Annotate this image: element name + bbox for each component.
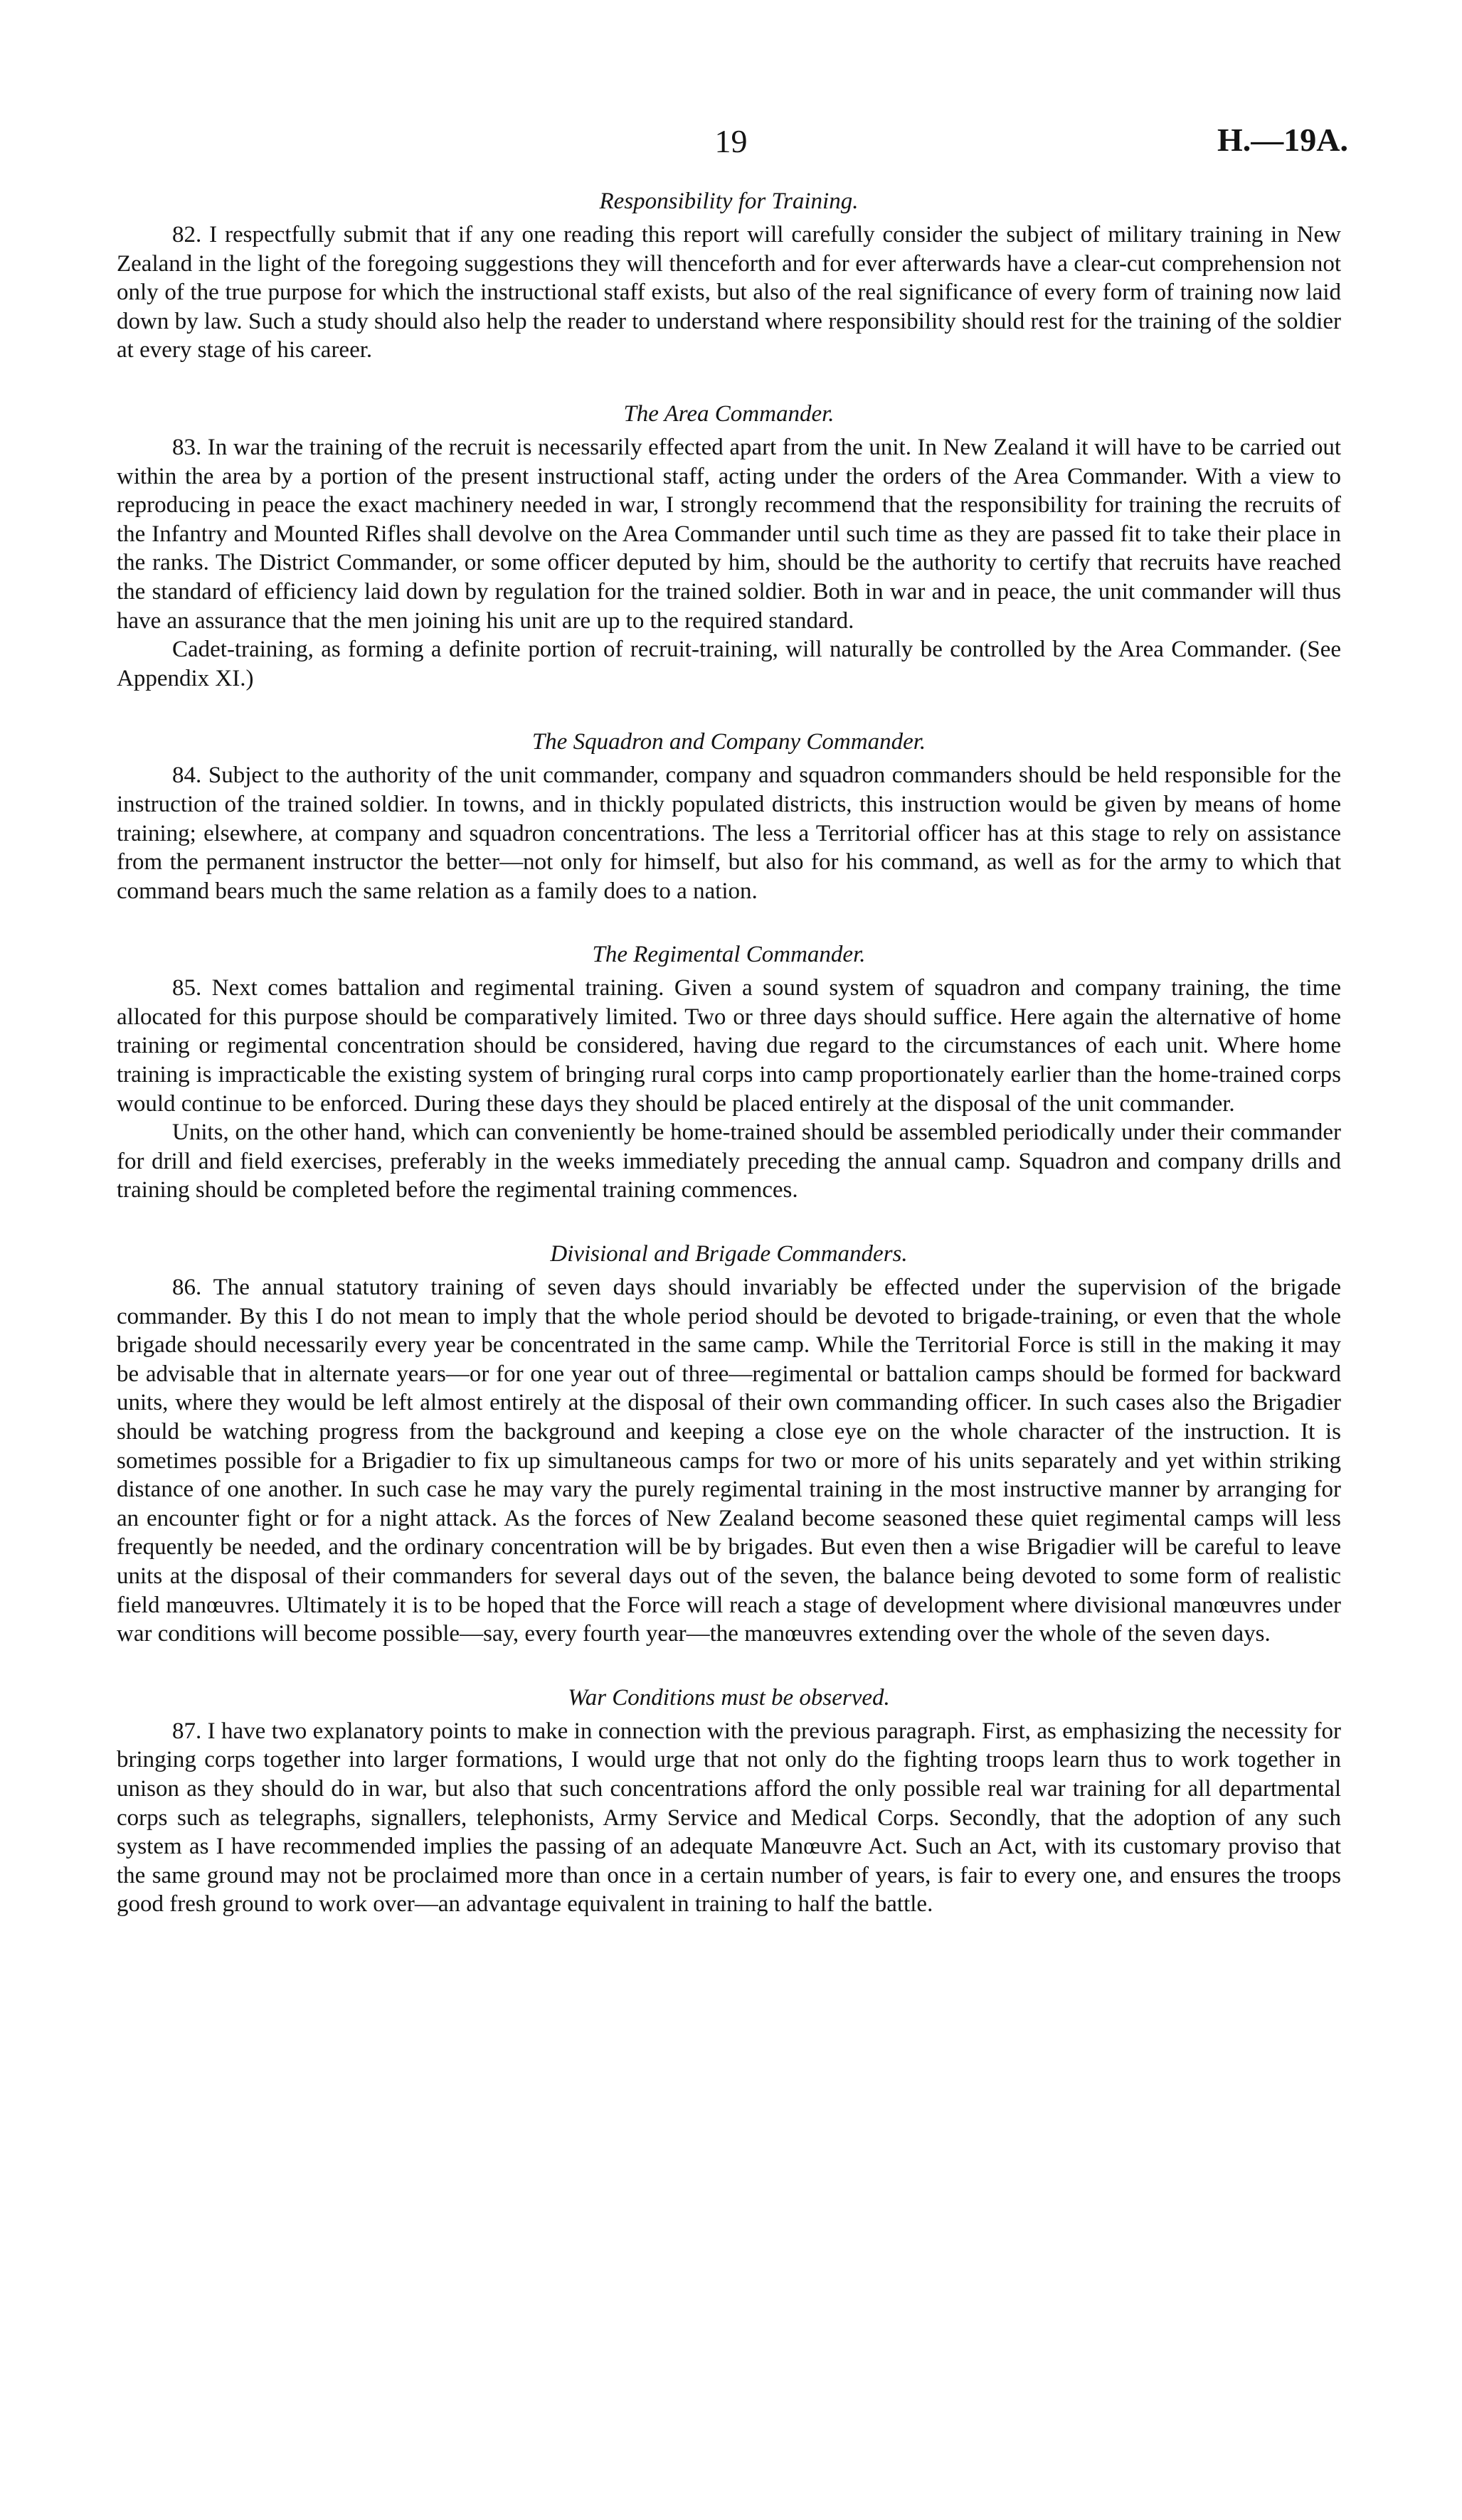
section-area-commander — [117, 399, 1341, 693]
paragraph-83: 83. In war the training of the recruit is necessarily effected apart from the unit. In New Zealand it will have to be carried out within the area by a portion of the present instructional staff, acting under the orders of the Area Commander. With a view to reproducing in peace the exact machinery needed in war, I strongly recommend that the responsibility for training the recruits of the Infantry and Mounted Rifles shall devolve on the Area Commander until such time as they are passed fit to take their place in the ranks. The District Commander, or some officer deputed by him, should be the authority to certify that recruits have reached the standard of efficiency laid down by regulation for the trained soldier. Both in war and in peace, the unit commander will thus have an assurance that the men joining his unit are up to the required standard. — [117, 434, 1341, 634]
section-heading: Divisional and Brigade Commanders. — [550, 1241, 908, 1267]
section-heading: The Regimental Commander. — [592, 942, 866, 968]
section-responsibility-for-training — [117, 186, 1341, 365]
paragraph-85: 85. Next comes battalion and regimental training. Given a sound system of squadron and company training, the time allocated for this purpose should be comparatively limited. Two or three days should suffice. Here again the alternative of home training or regimental concentration should be considered, having due regard to the circumstances of each unit. Where home training is impracticable the existing system of bringing rural corps into camp proportionately earlier than the home-trained corps would continue to be enforced. During these days they should be placed entirely at the disposal of the unit commander. — [117, 975, 1341, 1117]
section-heading: The Area Commander. — [623, 400, 835, 427]
paragraph-82: 82. I respectfully submit that if any one reading this report will carefully consider the subject of military training in New Zealand in the light of the foregoing suggestions they will thenceforth and for ever afterwards have a clear-cut comprehension not only of the true purpose for which the instructional staff exists, but also of the real significance of every form of training now laid down by law. Such a study should also help the reader to understand where responsibility should rest for the training of the soldier at every stage of his career. — [117, 222, 1341, 363]
paragraph-84: 84. Subject to the authority of the unit commander, company and squadron commanders should be held responsible for the instruction of the trained soldier. In towns, and in thickly populated districts, this instruction would be given by means of home training; elsewhere, at company and squadron concentrations. The less a Territorial officer has at this stage to rely on assistance from the permanent instructor the better—not only for himself, but also for his command, as well as for the army to which that command bears much the same relation as a family does to a nation. — [117, 762, 1341, 904]
paragraph-units-home-trained: Units, on the other hand, which can conveniently be home-trained should be assembled periodically under their commander for drill and field exercises, preferably in the weeks immediately preceding the annual camp. Squadron and company drills and training should be completed before the regimental training commences. — [117, 1120, 1341, 1203]
section-divisional-brigade-commanders — [117, 1239, 1341, 1649]
section-heading: Responsibility for Training. — [599, 188, 859, 214]
section-regimental-commander — [117, 940, 1341, 1205]
paragraph-87: 87. I have two explanatory points to make in connection with the previous paragraph. First, as emphasizing the necessity for bringing corps together into larger formations, I would urge that not only do the fighting troops learn thus to work together in unison as they should do in war, but also that such concentrations afford the only possible real war training for all departmental corps such as telegraphs, signallers, telephonists, Army Service and Medical Corps. Secondly, that the adoption of any such system as I have recommended implies the passing of an adequate Manœuvre Act. Such an Act, with its customary proviso that the same ground may not be proclaimed more than once in a certain number of years, is fair to every one, and ensures the troops good fresh ground to work over—an advantage equivalent in training to half the battle. — [117, 1718, 1341, 1918]
paragraph-cadet-training: Cadet-training, as forming a definite portion of recruit-training, will naturally be controlled by the Area Commander. (See Appendix XI.) — [117, 637, 1341, 691]
section-squadron-company-commander — [117, 727, 1341, 905]
page-number: 19 — [714, 123, 748, 159]
section-heading: War Conditions must be observed. — [568, 1684, 890, 1711]
document-body — [117, 186, 1341, 1919]
document-reference: H.—19A. — [1217, 122, 1348, 158]
section-heading: The Squadron and Company Commander. — [531, 729, 926, 755]
paragraph-86: 86. The annual statutory training of seven days should invariably be effected under the supervision of the brigade commander. By this I do not mean to imply that the whole period should be devoted to brigade-training, or even that the whole brigade should necessarily every year be concentrated in the same camp. While the Territorial Force is still in the making it may be advisable that in alternate years—or for one year out of three—regimental or battalion camps should be formed for backward units, where they would be left almost entirely at the disposal of their own commanding officer. In such cases also the Brigadier should be watching progress from the background and keeping a close eye on the whole character of the instruction. It is sometimes possible for a Brigadier to fix up simultaneous camps for two or more of his units separately and yet within striking distance of one another. In such case he may vary the purely regimental training in the most instructive manner by arranging for an encounter fight or for a night attack. As the forces of New Zealand become seasoned these quiet regimental camps will less frequently be needed, and the ordinary concentration will be by brigades. But even then a wise Brigadier will be careful to leave units at the disposal of their commanders for several days out of the seven, the balance being devoted to some form of realistic field manœuvres. Ultimately it is to be hoped that the Force will reach a stage of development where divisional manœuvres under war conditions will become possible—say, every fourth year—the manœuvres extending over the whole of the seven days. — [117, 1275, 1341, 1647]
section-war-conditions — [117, 1683, 1341, 1919]
